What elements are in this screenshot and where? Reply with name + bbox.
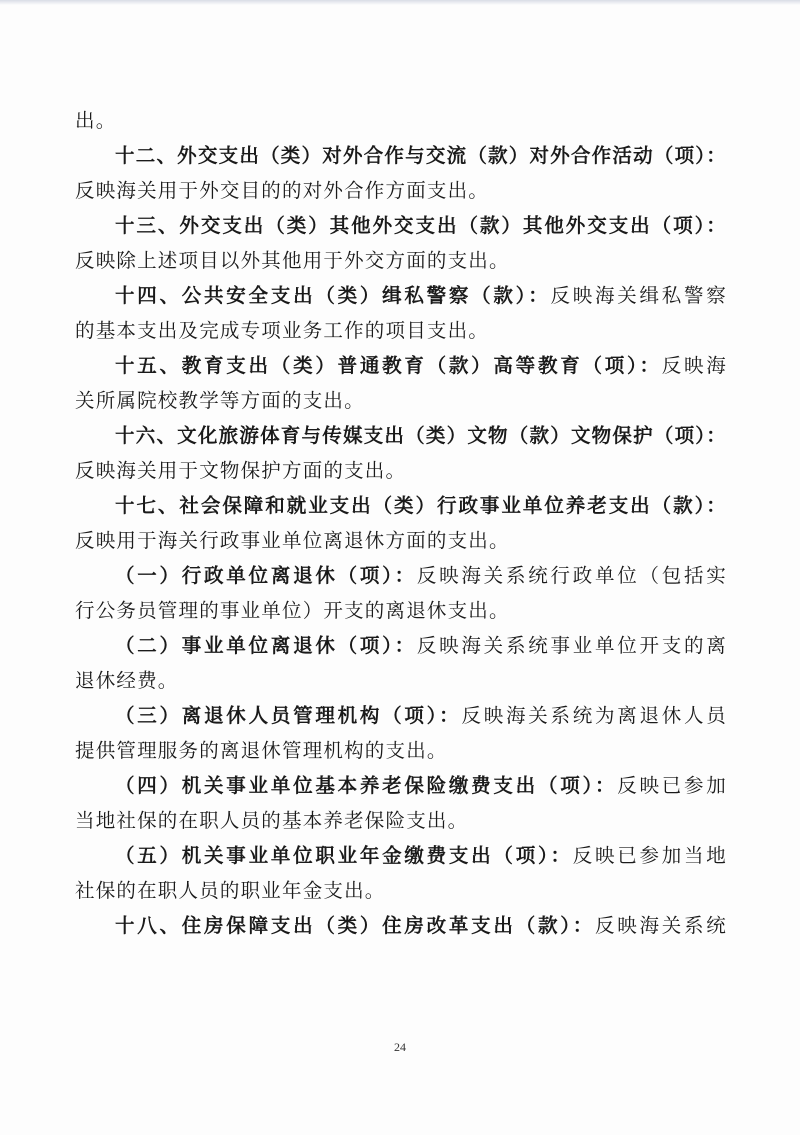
line-heading: 十八、住房保障支出（类）住房改革支出（款）： (115, 914, 595, 937)
text-line (75, 803, 727, 838)
text-line (75, 523, 727, 558)
line-heading: 十三、外交支出（类）其他外交支出（款）其他外交支出（项）： (115, 214, 727, 237)
section-heading-16 (75, 418, 727, 453)
section-heading-15 (75, 348, 727, 383)
line-heading: 十四、公共安全支出（类）缉私警察（款）： (115, 284, 551, 307)
text-line (75, 663, 727, 698)
line-text: 提供管理服务的离退休管理机构的支出。 (75, 739, 448, 762)
text-line (75, 103, 727, 138)
section-heading-18 (75, 908, 727, 943)
subsection-heading-1 (75, 558, 727, 593)
subsection-heading-2 (75, 628, 727, 663)
subsection-heading-4 (75, 768, 727, 803)
subsection-heading-3 (75, 698, 727, 733)
line-text: 反映海关系统 (595, 914, 728, 937)
line-text: 反映海 (661, 354, 727, 377)
text-line (75, 453, 727, 488)
line-text: 行公务员管理的事业单位）开支的离退休支出。 (75, 599, 510, 622)
section-heading-13 (75, 208, 727, 243)
line-text: 反映海关系统事业单位开支的离 (416, 634, 727, 657)
text-line (75, 593, 727, 628)
line-text: 反映已参加当地 (572, 844, 727, 867)
line-text: 当地社保的在职人员的基本养老保险支出。 (75, 809, 469, 832)
text-line (75, 313, 727, 348)
line-heading: 十六、文化旅游体育与传媒支出（类）文物（款）文物保护（项）： (115, 424, 727, 447)
line-text: 反映除上述项目以外其他用于外交方面的支出。 (75, 249, 510, 272)
text-line (75, 733, 727, 768)
section-heading-14 (75, 278, 727, 313)
line-text: 反映海关用于外交目的的对外合作方面支出。 (75, 179, 490, 202)
line-text: 反映海关用于文物保护方面的支出。 (75, 459, 407, 482)
line-text: 的基本支出及完成专项业务工作的项目支出。 (75, 319, 490, 342)
text-line (75, 873, 727, 908)
line-text: 退休经费。 (75, 669, 179, 692)
line-text: 反映用于海关行政事业单位离退休方面的支出。 (75, 529, 510, 552)
page-number: 24 (394, 1040, 406, 1054)
text-line (75, 173, 727, 208)
line-heading: 十五、教育支出（类）普通教育（款）高等教育（项）： (115, 354, 662, 377)
subsection-heading-5 (75, 838, 727, 873)
section-heading-12 (75, 138, 727, 173)
text-line (75, 383, 727, 418)
line-text: 出。 (75, 109, 117, 132)
line-text: 反映已参加 (617, 774, 727, 797)
line-text: 关所属院校教学等方面的支出。 (75, 389, 365, 412)
line-text: 反映海关系统行政单位（包括实 (416, 564, 727, 587)
line-text: 反映海关系统为离退休人员 (461, 704, 728, 727)
line-heading: （一）行政单位离退休（项）： (115, 564, 417, 587)
line-heading: 十七、社会保障和就业支出（类）行政事业单位养老支出（款）： (115, 494, 727, 517)
line-heading: （二）事业单位离退休（项）： (115, 634, 417, 657)
line-text: 社保的在职人员的职业年金支出。 (75, 879, 386, 902)
line-text: 反映海关缉私警察 (550, 284, 727, 307)
section-heading-17 (75, 488, 727, 523)
text-line (75, 243, 727, 278)
scan-top-edge (0, 0, 800, 5)
line-heading: 十二、外交支出（类）对外合作与交流（款）对外合作活动（项）： (115, 144, 727, 167)
line-heading: （四）机关事业单位基本养老保险缴费支出（项）： (115, 774, 618, 797)
line-heading: （五）机关事业单位职业年金缴费支出（项）： (115, 844, 573, 867)
line-heading: （三）离退休人员管理机构（项）： (115, 704, 462, 727)
document-body (75, 103, 727, 943)
